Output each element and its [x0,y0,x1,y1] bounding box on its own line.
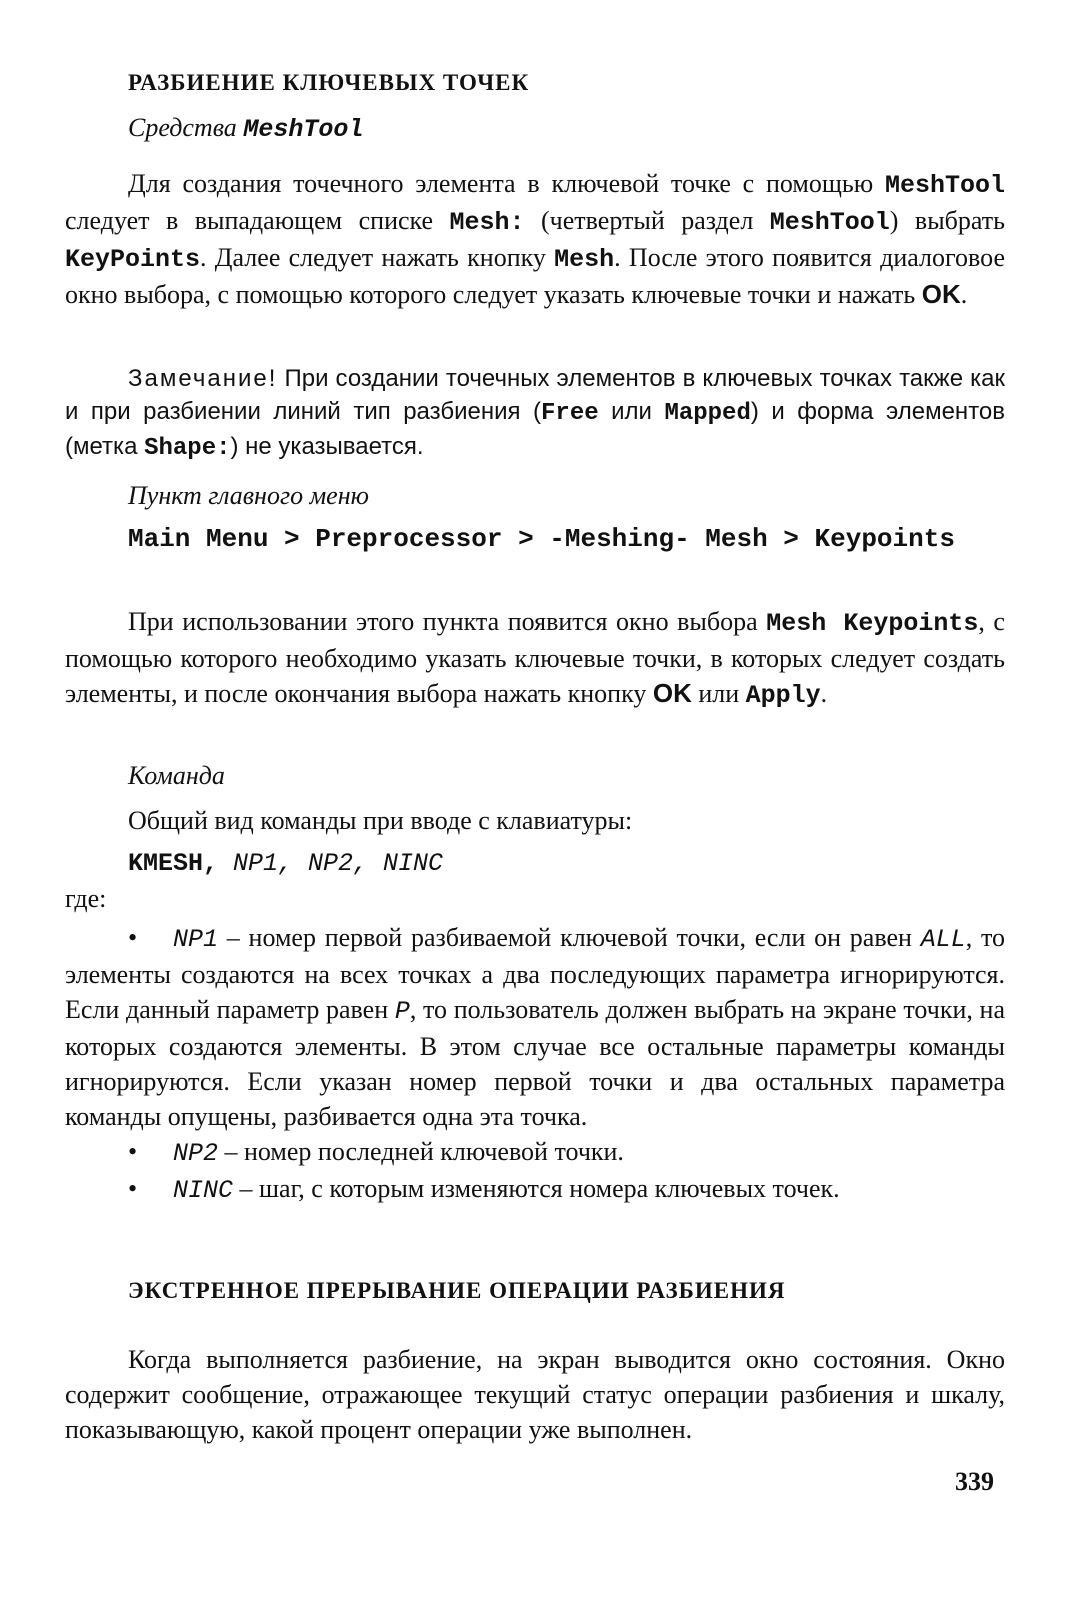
code-ok: OK [921,279,961,309]
command-intro: Общий вид команды при вводе с клавиатуры: [128,806,633,835]
value-all: ALL [920,925,966,954]
code-meshtool: MeshTool [769,208,890,237]
paragraph-menu-usage [65,604,1005,713]
command-name: KMESH, [128,849,219,878]
text-run: При создании точечных элементов в ключевых точках также как и при разбиении линий тип разбиения ( [65,365,1005,425]
caption-prefix: Средства [128,113,244,142]
menu-caption: Пункт главного меню [128,481,369,510]
list-item [65,1171,1005,1208]
code-mesh-keypoints: Mesh Keypoints [766,609,979,638]
meshtool-caption [128,113,1008,144]
code-mesh-label: Mesh: [449,208,525,237]
value-p: P [394,997,410,1026]
code-mesh-button: Mesh [554,245,615,274]
text-run: . [820,679,828,708]
text-run: (четвертый раздел [524,206,770,235]
text-run: . После этого появится диалоговое окно выбора, с помощью которого следует указать ключевые точки и нажать [65,243,1005,309]
section-heading-keypoints-meshing: РАЗБИЕНИЕ КЛЮЧЕВЫХ ТОЧЕК [128,70,530,95]
menu-path: Main Menu > Preprocessor > -Meshing- Mesh > Keypoints [128,524,955,554]
caption-code: MeshTool [243,115,364,144]
code-apply: Apply [745,681,821,710]
paragraph-status-window: Когда выполняется разбиение, на экран выводится окно состояния. Окно содержит сообщение, отражающее текущий статус операции разбиения и шкалу, показывающую, какой процент операции уже выполнен. [65,1345,1005,1444]
list-item [65,1134,1005,1171]
where-label: где: [65,884,107,913]
note-label: Замечание! [128,365,278,392]
text-run: . Далее следует нажать кнопку [200,243,555,272]
command-args: NP1, NP2, NINC [218,849,444,878]
text-run: При использовании этого пункта появится окно выбора [128,607,767,636]
paragraph-meshtool-instructions [65,166,1005,312]
note-paragraph [65,362,1005,465]
bullet-icon: • [128,1137,138,1166]
text-run: . [960,280,968,309]
bullet-icon: • [128,923,138,952]
code-shape: Shape: [144,435,231,462]
text-run: , то элементы создаются на всех точках а два последующих параметра игнорируются. Если данный параметр равен [65,923,1005,1024]
param-name: NP1 [173,925,219,954]
command-syntax [128,847,1008,878]
code-free: Free [541,400,599,427]
text-run: ) выбрать [889,206,1005,235]
bullet-icon: • [128,1174,138,1203]
text-run: или [691,679,746,708]
param-name: NINC [173,1176,234,1205]
command-caption: Команда [128,761,225,790]
code-meshtool: MeshTool [884,171,1005,200]
param-name: NP2 [173,1139,219,1168]
code-ok: OK [652,678,692,708]
text-run: Для создания точечного элемента в ключевой точке с помощью [128,169,885,198]
page-number: 339 [955,1467,994,1496]
text-run: , то пользователь должен выбрать на экране точки, на которых создаются элементы. В этом случае все остальные параметры команды игнорируются. Если указан номер первой точки и два остальных параметра команды опущены, разбивается одна эта точка. [65,995,1006,1131]
text-run: – шаг, с которым изменяются номера ключевых точек. [233,1174,840,1203]
text-run: – номер первой разбиваемой ключевой точки, если он равен [218,923,921,952]
code-keypoints: KeyPoints [65,245,201,274]
text-run: ) не указывается. [230,433,424,460]
list-item [65,920,1005,1134]
parameter-list [65,920,1005,1208]
text-run: ) и форма элементов (метка [65,398,1006,460]
text-run: , с помощью которого необходимо указать ключевые точки, в которых следует создать элементы, и после окончания выбора нажать кнопку [65,607,1005,708]
text-run: или [598,398,665,425]
text-run: следует в выпадающем списке [65,206,450,235]
text-run: – номер последней ключевой точки. [218,1137,624,1166]
section-heading-abort-meshing: ЭКСТРЕННОЕ ПРЕРЫВАНИЕ ОПЕРАЦИИ РАЗБИЕНИЯ [128,1278,786,1303]
code-mapped: Mapped [664,400,751,427]
